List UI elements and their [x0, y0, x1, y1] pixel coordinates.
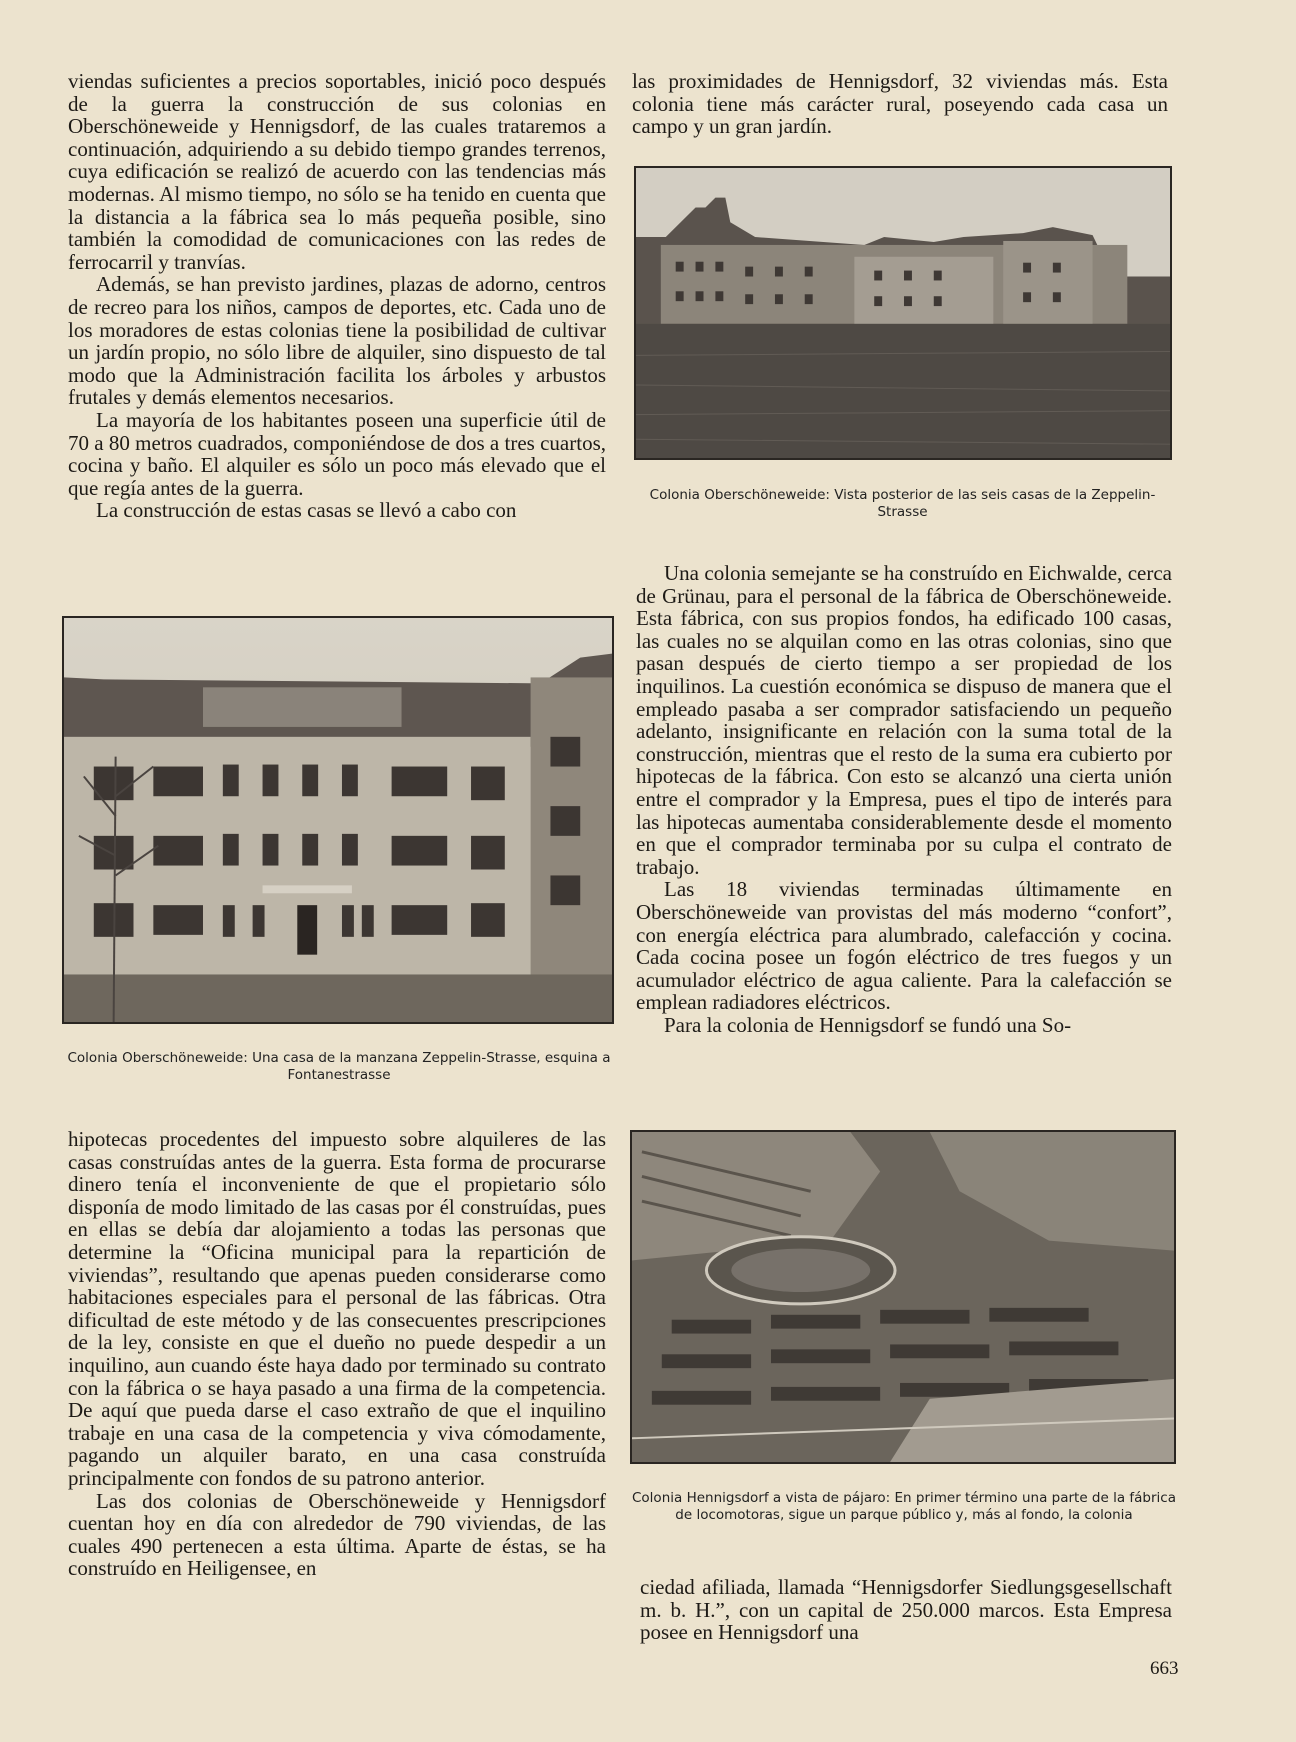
paragraph: Las 18 viviendas terminadas últimamente en Oberschöneweide van provistas del más moderno “confort”, con energía eléctrica para alumbrado, calefacción y cocina. Cada cocina posee un fogón eléctrico de tres fuegos y un acumulador eléctrico de agua caliente. Para la calefacción se emplean radiadores eléctricos.	[636, 877, 1172, 1015]
page-number: 663	[1150, 1658, 1179, 1679]
paragraph: La construcción de estas casas se llevó a cabo con	[96, 498, 517, 523]
paragraph: Una colonia semejante se ha construído en Eichwalde, cerca de Grünau, para el personal de la fábrica de Oberschöneweide. Esta fábrica, con sus propios fondos, ha edificado 100 casas, las cuales no se alquilan como en las otras colonias, sino que pasan después de cierto tiempo a ser propiedad de los inquilinos. La cuestión económica se dispuso de manera que el empleado pasaba a ser comprador satisfaciendo un pequeño adelanto, insignificante en relación con la suma total de la construcción, mientras que el resto de la suma era cubierto por hipotecas de la fábrica. Con esto se alcanzó una cierta unión entre el comprador y la Empresa, pues el tipo de interés para las hipotecas aumentaba considerablemente desde el momento en que el comprador terminaba por su culpa el contrato de trabajo.	[636, 561, 1172, 879]
right-column-middle-text	[636, 562, 1172, 1036]
right-column-top-text	[632, 70, 1168, 138]
house-facade-illustration	[64, 618, 612, 1022]
photo-oberschoneweide-rear-view	[634, 166, 1172, 460]
paragraph: ciedad afiliada, llamada “Hennigsdorfer Siedlungsgesellschaft m. b. H.”, con un capital de 250.000 marcos. Esta Empresa posee en Hennigsdorf una	[640, 1575, 1172, 1645]
paragraph: Las dos colonias de Oberschöneweide y Hennigsdorf cuentan hoy en día con alrededor de 790 viviendas, de las cuales 490 pertenecen a esta última. Aparte de éstas, se ha construído en Heiligensee, en	[68, 1488, 606, 1581]
paragraph: Para la colonia de Hennigsdorf se fundó una So-	[664, 1012, 1072, 1037]
aerial-view-illustration	[632, 1132, 1174, 1462]
rear-view-illustration	[636, 168, 1170, 458]
photo-oberschoneweide-house	[62, 616, 614, 1024]
paragraph: Además, se han previsto jardines, plazas de adorno, centros de recreo para los niños, campos de deportes, etc. Cada uno de los moradores de estas colonias tiene la posibilidad de cultivar un jardín propio, no sólo libre de alquiler, sino dispuesto de tal modo que la Administración facilita los árboles y arbustos frutales y demás elementos necesarios.	[68, 272, 606, 410]
right-column-bottom-text	[640, 1576, 1172, 1644]
photo-caption: Colonia Oberschöneweide: Vista posterior de las seis casas de la Zeppelin-Strasse	[649, 487, 1156, 520]
paragraph: las proximidades de Hennigsdorf, 32 viviendas más. Esta colonia tiene más carácter rural, poseyendo cada casa un campo y un gran jardín.	[632, 69, 1168, 139]
paragraph: viendas suficientes a precios soportables, inició poco después de la guerra la construcción de sus colonias en Oberschöneweide y Hennigsdorf, de las cuales trataremos a continuación, adquiriendo a su debido tiempo grandes terrenos, cuya edificación se realizó de acuerdo con las tendencias más modernas. Al mismo tiempo, no sólo se ha tenido en cuenta que la distancia a la fábrica sea lo más pequeña posible, sino también la comodidad de comunicaciones con las redes de ferrocarril y tranvías.	[68, 69, 606, 274]
photo-caption: Colonia Oberschöneweide: Una casa de la manzana Zeppelin-Strasse, esquina a Fontanestrasse	[67, 1050, 611, 1083]
left-column-top-text	[68, 70, 606, 522]
left-column-bottom-text	[68, 1128, 606, 1580]
photo-hennigsdorf-aerial-view	[630, 1130, 1176, 1464]
paragraph: La mayoría de los habitantes poseen una superficie útil de 70 a 80 metros cuadrados, componiéndose de dos a tres cuartos, cocina y baño. El alquiler es sólo un poco más elevado que el que regía antes de la guerra.	[68, 407, 606, 500]
paragraph: hipotecas procedentes del impuesto sobre alquileres de las casas construídas antes de la guerra. Esta forma de procurarse dinero tenía el inconveniente de que el propietario sólo disponía de modo limitado de las casas por él construídas, pues en ellas se debía dar alojamiento a todas las personas que determine la “Oficina municipal para la repartición de viviendas”, resultando que apenas pueden considerarse como habitaciones especiales para el personal de las fábricas. Otra dificultad de este método y de las consecuentes prescripciones de la ley, consiste en que el dueño no puede despedir a un inquilino, aun cuando éste haya dado por terminado su contrato con la fábrica o se haya pasado a una firma de la competencia. De aquí que pueda darse el caso extraño de que el inquilino trabaje en una casa de la competencia y viva cómodamente, pagando un alquiler barato, en una casa construída principalmente con fondos de su patrono anterior.	[68, 1127, 606, 1490]
photo-caption: Colonia Hennigsdorf a vista de pájaro: En primer término una parte de la fábrica de locomotoras, sigue un parque público y, más al fondo, la colonia	[632, 1490, 1176, 1523]
